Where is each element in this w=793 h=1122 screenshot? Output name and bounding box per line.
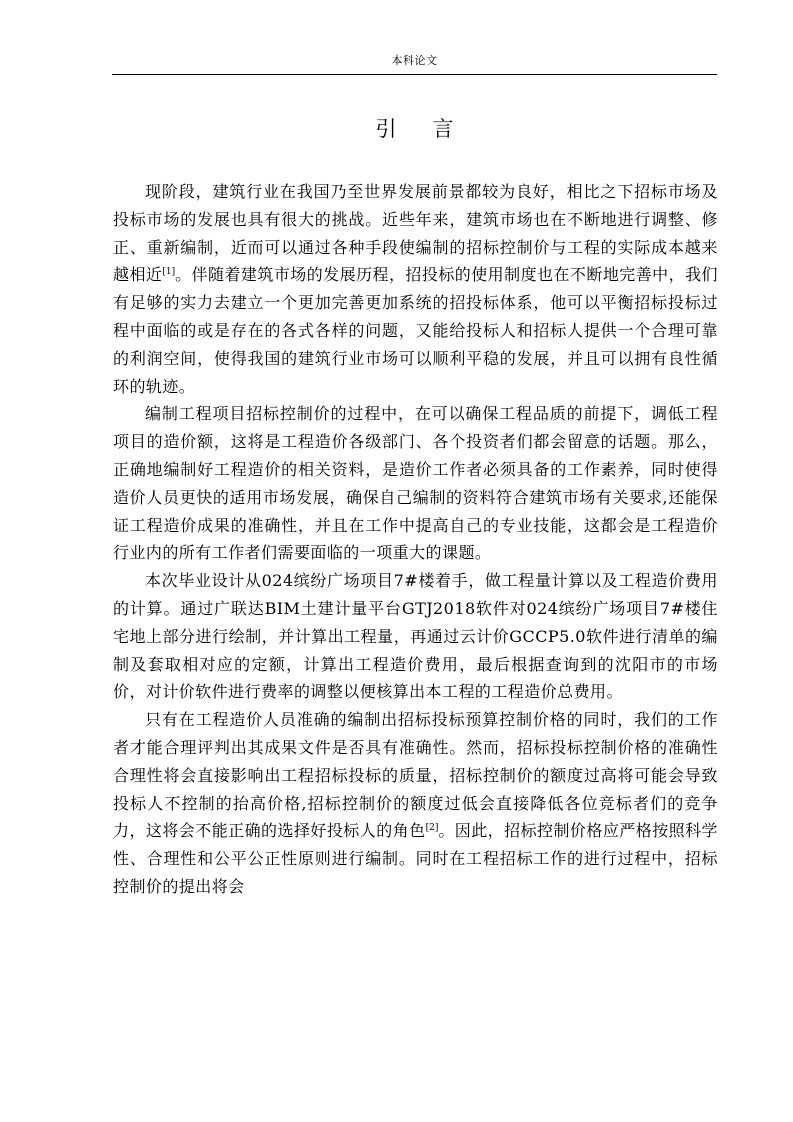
header-rule: [112, 74, 717, 75]
paragraph-4-text-a: 只有在工程造价人员准确的编制出招标投标预算控制价格的同时，我们的工作者才能合理评判出其成果文件是否具有准确性。然而，招标投标控制价格的准确性合理性将会直接影响出工程招标投标的质量，招标控制价的额度过高将可能会导致投标人不控制的抬高价格,招标控制价的额度过低会直接降低各位竞标者们的竞争力，这将会不能正确的选择好投标人的角色: [113, 710, 718, 841]
paragraph-4: [113, 706, 718, 901]
paragraph-1-text-b: 。伴随着建筑市场的发展历程，招投标的使用制度也在不断地完善中，我们有足够的实力去建立一个更加完善更加系统的招投标体系，他可以平衡招标投标过程中面临的或是存在的各式各样的问题，又能给投标人和招标人提供一个合理可靠的利润空间，使得我国的建筑行业市场可以顺利平稳的发展，并且可以拥有良性循环的轨迹。: [113, 265, 718, 396]
paragraph-2: 编制工程项目招标控制价的过程中，在可以确保工程品质的前提下，调低工程项目的造价额，这将是工程造价各级部门、各个投资者们都会留意的话题。那么，正确地编制好工程造价的相关资料，是造价工作者必须具备的工作素养，同时使得造价人员更快的适用市场发展，确保自己编制的资料符合建筑市场有关要求,还能保证工程造价成果的准确性，并且在工作中提高自己的专业技能，这都会是工程造价行业内的所有工作者们需要面临的一项重大的课题。: [113, 404, 718, 563]
paragraph-4-text-b: 。因此，招标控制价格应严格按照科学性、合理性和公平公正性原则进行编制。同时在工程招标工作的进行过程中，招标控制价的提出将会: [113, 821, 718, 896]
citation-1: [1]: [162, 267, 176, 278]
paragraph-3: 本次毕业设计从024缤纷广场项目7#楼着手，做工程量计算以及工程造价费用的计算。通过广联达BIM土建计量平台GTJ2018软件对024缤纷广场项目7#楼住宅地上部分进行绘制，并计算出工程量，再通过云计价GCCP5.0软件进行清单的编制及套取相对应的定额，计算出工程造价费用，最后根据查询到的沈阳市的市场价，对计价软件进行费率的调整以便核算出本工程的工程造价总费用。: [113, 571, 718, 702]
citation-2: [2]: [425, 823, 439, 834]
section-title: 引言: [375, 117, 490, 141]
body-text: [113, 178, 718, 901]
running-header: 本科论文: [391, 54, 438, 67]
paragraph-1: [113, 178, 718, 400]
paragraph-1-text-a: 现阶段，建筑行业在我国乃至世界发展前景都较为良好，相比之下招标市场及投标市场的发展也具有很大的挑战。近些年来，建筑市场也在不断地进行调整、修正、重新编制，近而可以通过各种手段使编制的招标控制价与工程的实际成本越来越相近: [113, 182, 718, 285]
